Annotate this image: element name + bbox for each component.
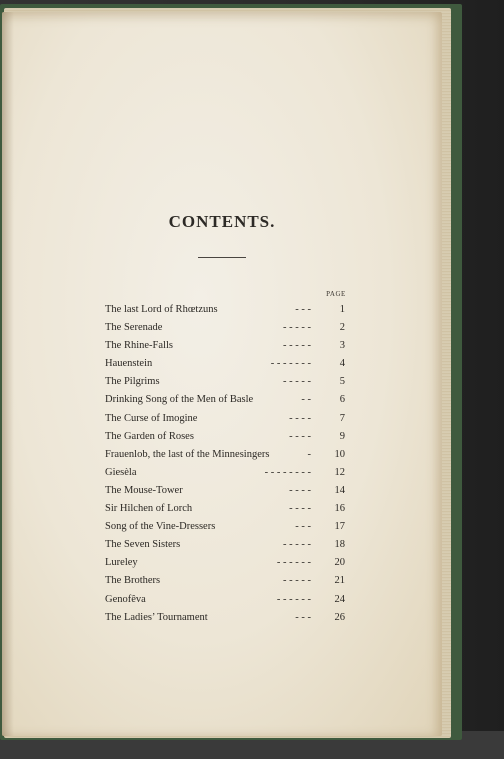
contents-entry — [105, 337, 345, 355]
entry-page-number: 10 — [334, 448, 345, 460]
contents-entry — [105, 609, 345, 627]
entry-leader: - - - - - — [283, 376, 311, 388]
entry-leader: - - - - — [289, 484, 311, 496]
entry-page-number: 12 — [334, 466, 345, 478]
contents-entry — [105, 536, 345, 554]
entry-title: Giesèla — [105, 466, 137, 478]
page-column-label: PAGE — [326, 290, 346, 298]
entry-page-number: 17 — [334, 521, 345, 533]
entry-title: The Garden of Roses — [105, 430, 194, 442]
contents-entry — [105, 446, 345, 464]
entry-title: The Rhine-Falls — [105, 340, 173, 352]
entry-title: Hauenstein — [105, 358, 153, 370]
entry-page-number: 3 — [339, 340, 345, 352]
entry-leader: - - - - — [289, 430, 311, 442]
entry-page-number: 5 — [339, 376, 345, 388]
entry-page-number: 21 — [334, 575, 345, 587]
entry-page-number: 4 — [339, 358, 345, 370]
contents-entry — [105, 410, 345, 428]
contents-entry — [105, 428, 345, 446]
entry-leader: - - - — [295, 521, 311, 533]
entry-leader: - - - - - — [283, 575, 311, 587]
entry-page-number: 1 — [339, 304, 345, 315]
entry-leader: - - - - - - — [276, 557, 311, 569]
contents-entry — [105, 591, 345, 609]
contents-entry — [105, 464, 345, 482]
entry-page-number: 24 — [334, 593, 345, 605]
entry-leader: - - - - - - — [276, 593, 311, 605]
entry-leader: - - - - - — [283, 340, 311, 352]
entry-leader: - - - - - - - - — [264, 466, 311, 478]
entry-leader: - - - - - - - — [270, 358, 311, 370]
entry-title: Sir Hilchen of Lorch — [105, 503, 193, 515]
entry-title: The Mouse-Tower — [105, 484, 183, 496]
entry-leader: - - - - — [289, 412, 311, 424]
book-page — [2, 12, 442, 736]
contents-list — [105, 301, 345, 627]
entry-title: Frauenlob, the last of the Minnesingers — [105, 448, 270, 460]
contents-entry — [105, 355, 345, 373]
entry-title: The Pilgrims — [105, 376, 160, 388]
entry-page-number: 18 — [334, 539, 345, 551]
entry-leader: - - - - - — [283, 539, 311, 551]
contents-entry — [105, 391, 345, 409]
entry-title: Drinking Song of the Men of Basle — [105, 394, 254, 406]
entry-title: The Ladies’ Tournament — [105, 611, 208, 623]
contents-entry — [105, 319, 345, 337]
contents-entry — [105, 373, 345, 391]
entry-leader: - - - - - — [283, 322, 311, 334]
contents-entry — [105, 554, 345, 572]
contents-entry — [105, 518, 345, 536]
entry-leader: - - - - — [289, 503, 311, 515]
entry-title: Lureley — [105, 557, 138, 569]
entry-leader: - — [307, 448, 311, 460]
entry-title: The Seven Sisters — [105, 539, 181, 551]
entry-page-number: 14 — [334, 484, 345, 496]
entry-page-number: 9 — [339, 430, 345, 442]
entry-page-number: 2 — [339, 322, 345, 334]
contents-entry — [105, 500, 345, 518]
entry-leader: - - - — [295, 304, 311, 315]
entry-title: The last Lord of Rhœtzuns — [105, 304, 218, 315]
heading-rule — [198, 257, 246, 258]
entry-title: Song of the Vine-Dressers — [105, 521, 216, 533]
entry-leader: - - — [301, 394, 311, 406]
entry-title: Genofêva — [105, 593, 146, 605]
contents-heading: CONTENTS. — [168, 212, 276, 231]
page-gutter — [2, 12, 14, 736]
entry-page-number: 6 — [339, 394, 345, 406]
entry-title: The Brothers — [105, 575, 161, 587]
contents-entry — [105, 301, 345, 319]
entry-leader: - - - — [295, 611, 311, 623]
contents-entry — [105, 482, 345, 500]
entry-title: The Serenade — [105, 322, 163, 334]
contents-entry — [105, 572, 345, 590]
entry-page-number: 20 — [334, 557, 345, 569]
entry-title: The Curse of Imogine — [105, 412, 198, 424]
entry-page-number: 7 — [339, 412, 345, 424]
entry-page-number: 16 — [334, 503, 345, 515]
entry-page-number: 26 — [334, 611, 345, 623]
